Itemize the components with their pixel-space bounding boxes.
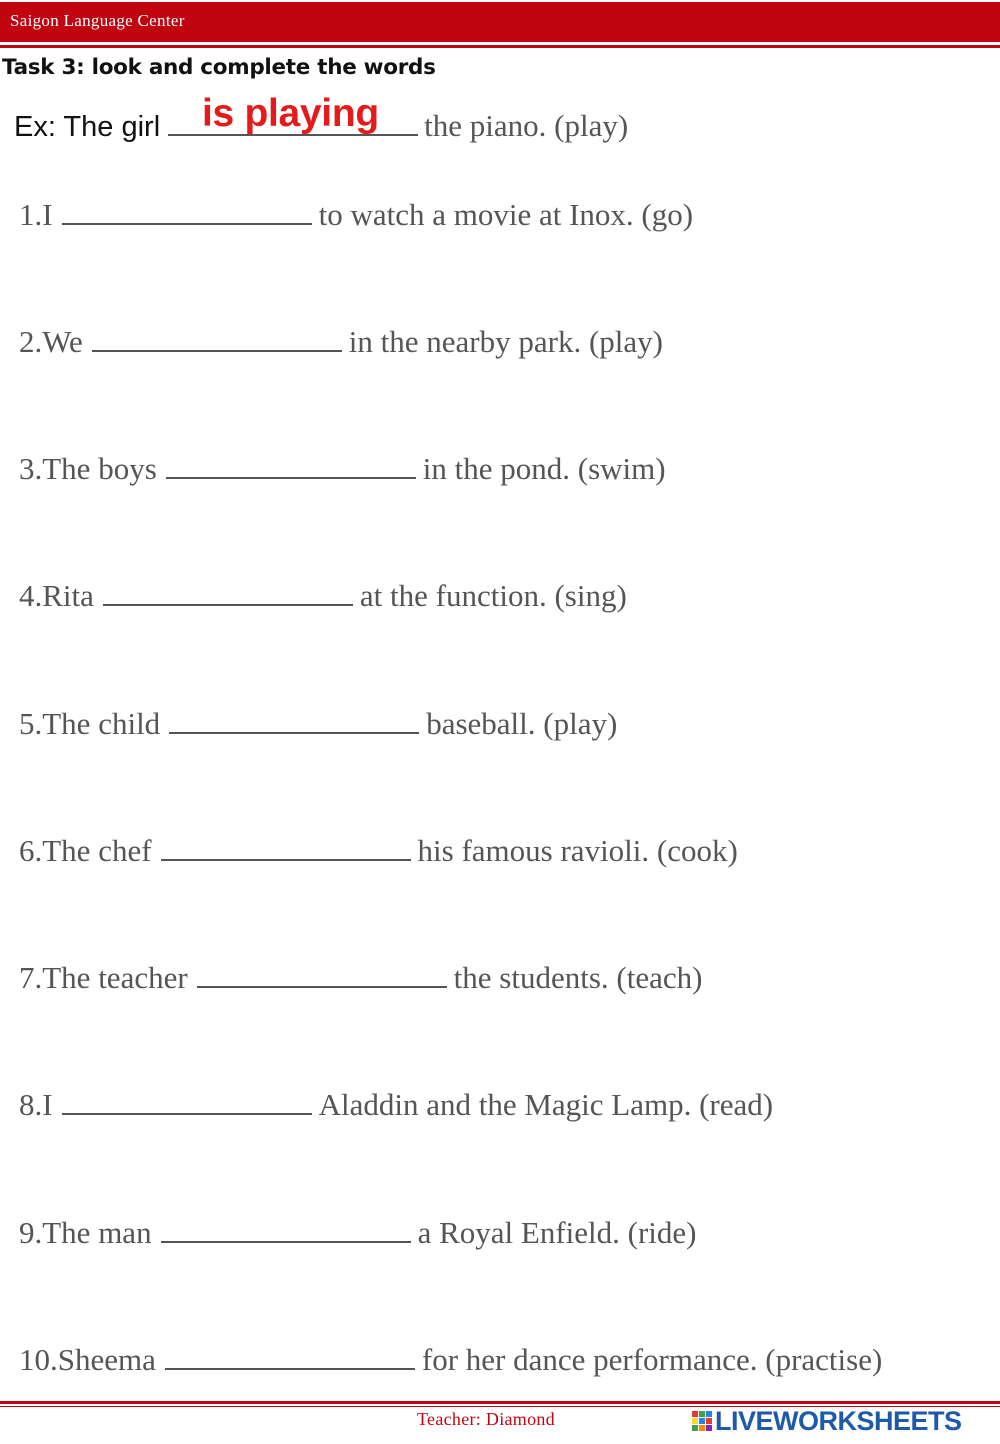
header-bar (0, 2, 1000, 42)
answer-blank-8[interactable] (62, 1087, 312, 1115)
question-prefix: 4.Rita (19, 578, 94, 613)
question-1 (19, 197, 693, 233)
question-8 (19, 1087, 773, 1123)
question-5 (19, 706, 617, 742)
question-suffix: at the function. (sing) (359, 578, 627, 613)
question-4 (19, 578, 627, 614)
question-suffix: to watch a movie at Inox. (go) (318, 197, 694, 232)
question-suffix: his famous ravioli. (cook) (417, 833, 738, 868)
liveworksheets-grid-icon (692, 1411, 712, 1431)
header-divider (0, 45, 1000, 48)
answer-blank-7[interactable] (197, 960, 447, 988)
footer-teacher: Teacher: Diamond (417, 1409, 555, 1429)
footer-divider (0, 1401, 1000, 1404)
question-prefix: 8.I (19, 1087, 53, 1122)
question-suffix: in the nearby park. (play) (348, 324, 663, 359)
question-suffix: a Royal Enfield. (ride) (417, 1215, 697, 1250)
answer-blank-4[interactable] (103, 578, 353, 606)
answer-blank-2[interactable] (92, 324, 342, 352)
question-3 (19, 451, 666, 487)
answer-blank-10[interactable] (165, 1342, 415, 1370)
answer-blank-3[interactable] (166, 451, 416, 479)
question-prefix: 3.The boys (19, 451, 157, 486)
question-7 (19, 960, 702, 996)
question-10 (19, 1342, 882, 1378)
question-prefix: 1.I (19, 197, 53, 232)
question-prefix: 7.The teacher (19, 960, 188, 995)
example-prefix: Ex: The girl (14, 111, 161, 143)
question-2 (19, 324, 663, 360)
answer-blank-9[interactable] (161, 1215, 411, 1243)
example-answer: is playing (202, 92, 379, 135)
question-suffix: in the pond. (swim) (422, 451, 666, 486)
answer-blank-5[interactable] (169, 706, 419, 734)
question-suffix: for her dance performance. (practise) (421, 1342, 883, 1377)
question-prefix: 9.The man (19, 1215, 152, 1250)
question-suffix: baseball. (play) (426, 706, 618, 741)
question-9 (19, 1215, 696, 1251)
example-suffix: the piano. (play) (424, 108, 629, 143)
question-prefix: 10.Sheema (19, 1342, 156, 1377)
question-suffix: the students. (teach) (453, 960, 703, 995)
liveworksheets-logo[interactable] (692, 1406, 962, 1436)
question-prefix: 6.The chef (19, 833, 152, 868)
answer-blank-6[interactable] (161, 833, 411, 861)
liveworksheets-logo-text: LIVEWORKSHEETS (715, 1405, 962, 1436)
question-prefix: 2.We (19, 324, 83, 359)
answer-blank-1[interactable] (62, 197, 312, 225)
question-prefix: 5.The child (19, 706, 161, 741)
question-6 (19, 833, 738, 869)
task-title: Task 3: look and complete the words (2, 55, 436, 80)
question-suffix: Aladdin and the Magic Lamp. (read) (318, 1087, 774, 1122)
header-title: Saigon Language Center (10, 11, 185, 30)
